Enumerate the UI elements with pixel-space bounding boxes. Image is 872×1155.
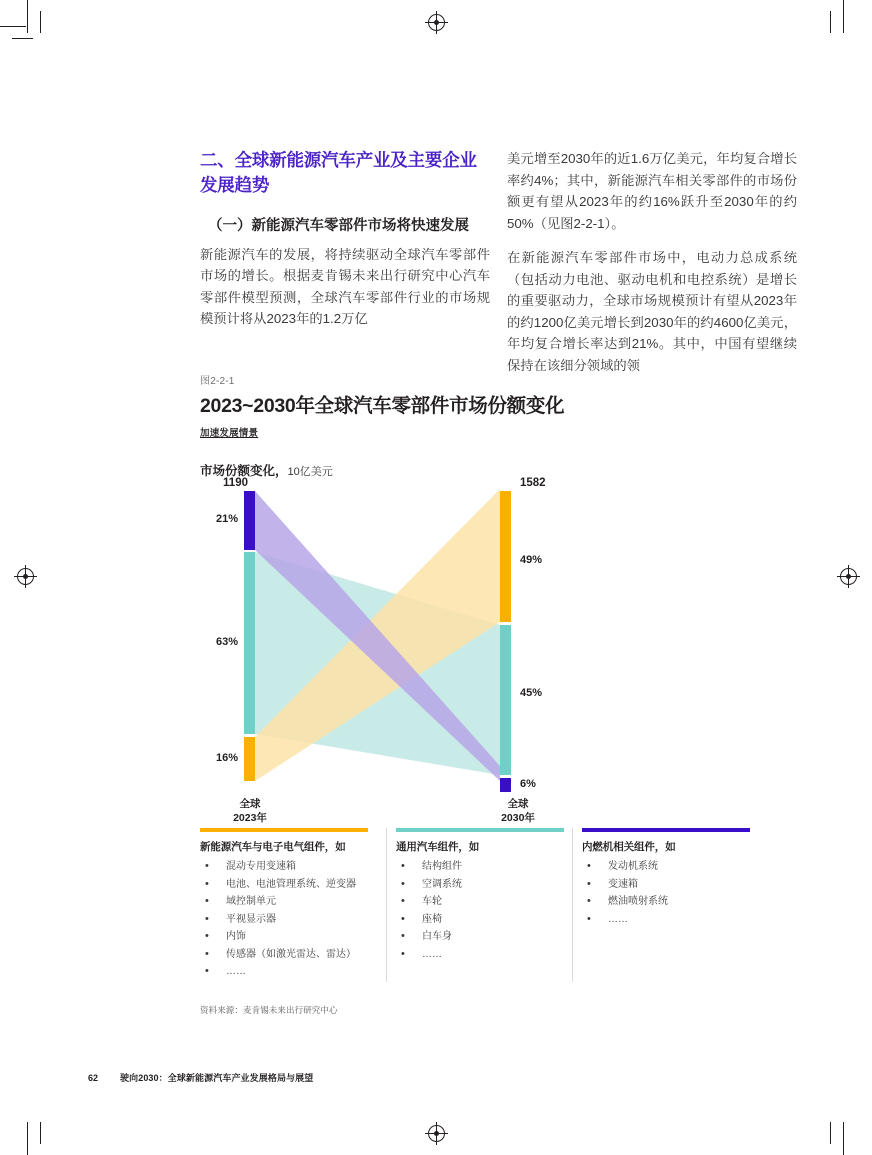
figure-unit-line <box>200 461 775 479</box>
legend-accent-bar <box>200 828 368 832</box>
page-number: 62 <box>88 1073 99 1083</box>
sankey-axis-right-name: 全球 <box>507 798 529 810</box>
list-item: • 结构组件 <box>396 859 566 875</box>
footer-title: 驶向2030：全球新能源汽车产业发展格局与展望 <box>120 1073 314 1083</box>
sub-section-title: （一）新能源汽车零部件市场将快速发展 <box>208 217 469 234</box>
list-item: • 白车身 <box>396 929 566 945</box>
crop-mark-top-left-h2 <box>12 38 33 39</box>
page-footer <box>88 1071 313 1084</box>
list-item: • 座椅 <box>396 912 566 928</box>
list-item: • 车轮 <box>396 894 566 910</box>
legend-card-common <box>386 828 572 982</box>
body-paragraph: 美元增至2030年的近1.6万亿美元，年均复合增长率约4%；其中，新能源汽车相关零部件的市场份额更有望从2023年的约16%跃升至2030年的约50%（见图2-2-1）。 <box>507 151 797 231</box>
sankey-right-share-nev: 49% <box>520 554 543 566</box>
node-left-common <box>244 552 255 734</box>
crop-mark-top-right-v2 <box>830 11 831 33</box>
sankey-left-total: 1190 <box>223 477 248 489</box>
sankey-right-share-common: 45% <box>520 687 543 699</box>
legend-item-list <box>582 859 752 927</box>
sankey-left-share-ice: 21% <box>215 513 238 525</box>
list-item: • …… <box>582 912 752 928</box>
sankey-axis-left-year: 2023年 <box>233 812 267 825</box>
crop-mark-bottom-left-v2 <box>40 1122 41 1144</box>
text-column-right <box>507 148 797 376</box>
figure-subtitle: 加速发展情景 <box>200 428 259 439</box>
crop-mark-top-left-h <box>0 26 26 27</box>
figure-title: 2023~2030年全球汽车零部件市场份额变化 <box>200 395 565 417</box>
sankey-axis-left-name: 全球 <box>239 798 261 810</box>
sankey-right-share-ice: 6% <box>520 778 536 790</box>
list-item: • 空调系统 <box>396 877 566 893</box>
legend-item-list <box>396 859 566 962</box>
crop-mark-top-left-v <box>27 0 28 33</box>
list-item: • 混动专用变速箱 <box>200 859 380 875</box>
legend-card-nev <box>200 828 386 982</box>
legend-accent-bar <box>582 828 750 832</box>
list-item: • …… <box>200 964 380 980</box>
list-item: • 内饰 <box>200 929 380 945</box>
sankey-left-share-nev: 16% <box>215 752 238 764</box>
legend-item-list <box>200 859 380 980</box>
section-title: 二、全球新能源汽车产业及主要企业发展趋势 <box>200 150 477 195</box>
legend-card-ice <box>572 828 758 982</box>
list-item: • …… <box>396 947 566 963</box>
sankey-left-share-common: 63% <box>215 636 238 648</box>
sankey-right-total: 1582 <box>520 477 546 489</box>
list-item: • 变速箱 <box>582 877 752 893</box>
sankey-svg <box>200 489 775 829</box>
registration-mark-bottom <box>428 1125 445 1142</box>
node-right-nev <box>500 491 511 622</box>
registration-mark-left <box>17 568 34 585</box>
sankey-nodes-left <box>244 491 255 781</box>
legend-heading: 内燃机相关组件，如 <box>582 841 676 853</box>
node-right-common <box>500 625 511 775</box>
sankey-flows <box>255 489 500 781</box>
figure-unit-label: 市场份额变化， <box>200 464 288 478</box>
figure-number: 图2-2-1 <box>200 376 235 387</box>
list-item: • 燃油喷射系统 <box>582 894 752 910</box>
figure-block <box>200 372 775 829</box>
sankey-nodes-right <box>500 491 511 792</box>
crop-mark-bottom-right-v <box>843 1122 844 1155</box>
figure-source-note: 资料来源：麦肯锡未来出行研究中心 <box>200 1005 338 1015</box>
registration-mark-top <box>428 14 445 31</box>
list-item: • 平视显示器 <box>200 912 380 928</box>
body-paragraph: 新能源汽车的发展，将持续驱动全球汽车零部件市场的增长。根据麦肯锡未来出行研究中心汽车零部件模型预测，全球汽车零部件行业的市场规模预计将从2023年的1.2万亿 <box>200 246 490 327</box>
figure-unit-value: 10亿美元 <box>287 466 333 478</box>
sankey-axis-left <box>210 797 290 825</box>
legend-heading: 新能源汽车与电子电气组件，如 <box>200 841 346 853</box>
legend-heading: 通用汽车组件，如 <box>396 841 480 853</box>
body-paragraph: 在新能源汽车零部件市场中，电动力总成系统（包括动力电池、驱动电机和电控系统）是增长的重要驱动力，全球市场规模预计有望从2023年的约1200亿美元增长到2030年的约4600亿美元，年均复合增长率达到21%。其中，中国有望继续保持在该细分领域的领 <box>507 250 797 373</box>
list-item: • 电池、电池管理系统、逆变器 <box>200 877 380 893</box>
text-column-left <box>200 148 490 330</box>
sankey-chart <box>200 477 775 829</box>
crop-mark-top-left-v2 <box>40 11 41 33</box>
registration-mark-right <box>840 568 857 585</box>
list-item: • 发动机系统 <box>582 859 752 875</box>
crop-mark-top-right-v <box>843 0 844 33</box>
node-left-nev <box>244 737 255 781</box>
sankey-axis-right-year: 2030年 <box>501 812 535 825</box>
list-item: • 域控制单元 <box>200 894 380 910</box>
sankey-axis-right <box>478 797 558 825</box>
legend-accent-bar <box>396 828 564 832</box>
crop-mark-bottom-right-v2 <box>830 1122 831 1144</box>
node-right-ice <box>500 778 511 792</box>
crop-mark-bottom-left-v <box>27 1122 28 1155</box>
node-left-ice <box>244 491 255 550</box>
list-item: • 传感器（如激光雷达、雷达） <box>200 947 380 963</box>
legend-row <box>200 828 775 982</box>
